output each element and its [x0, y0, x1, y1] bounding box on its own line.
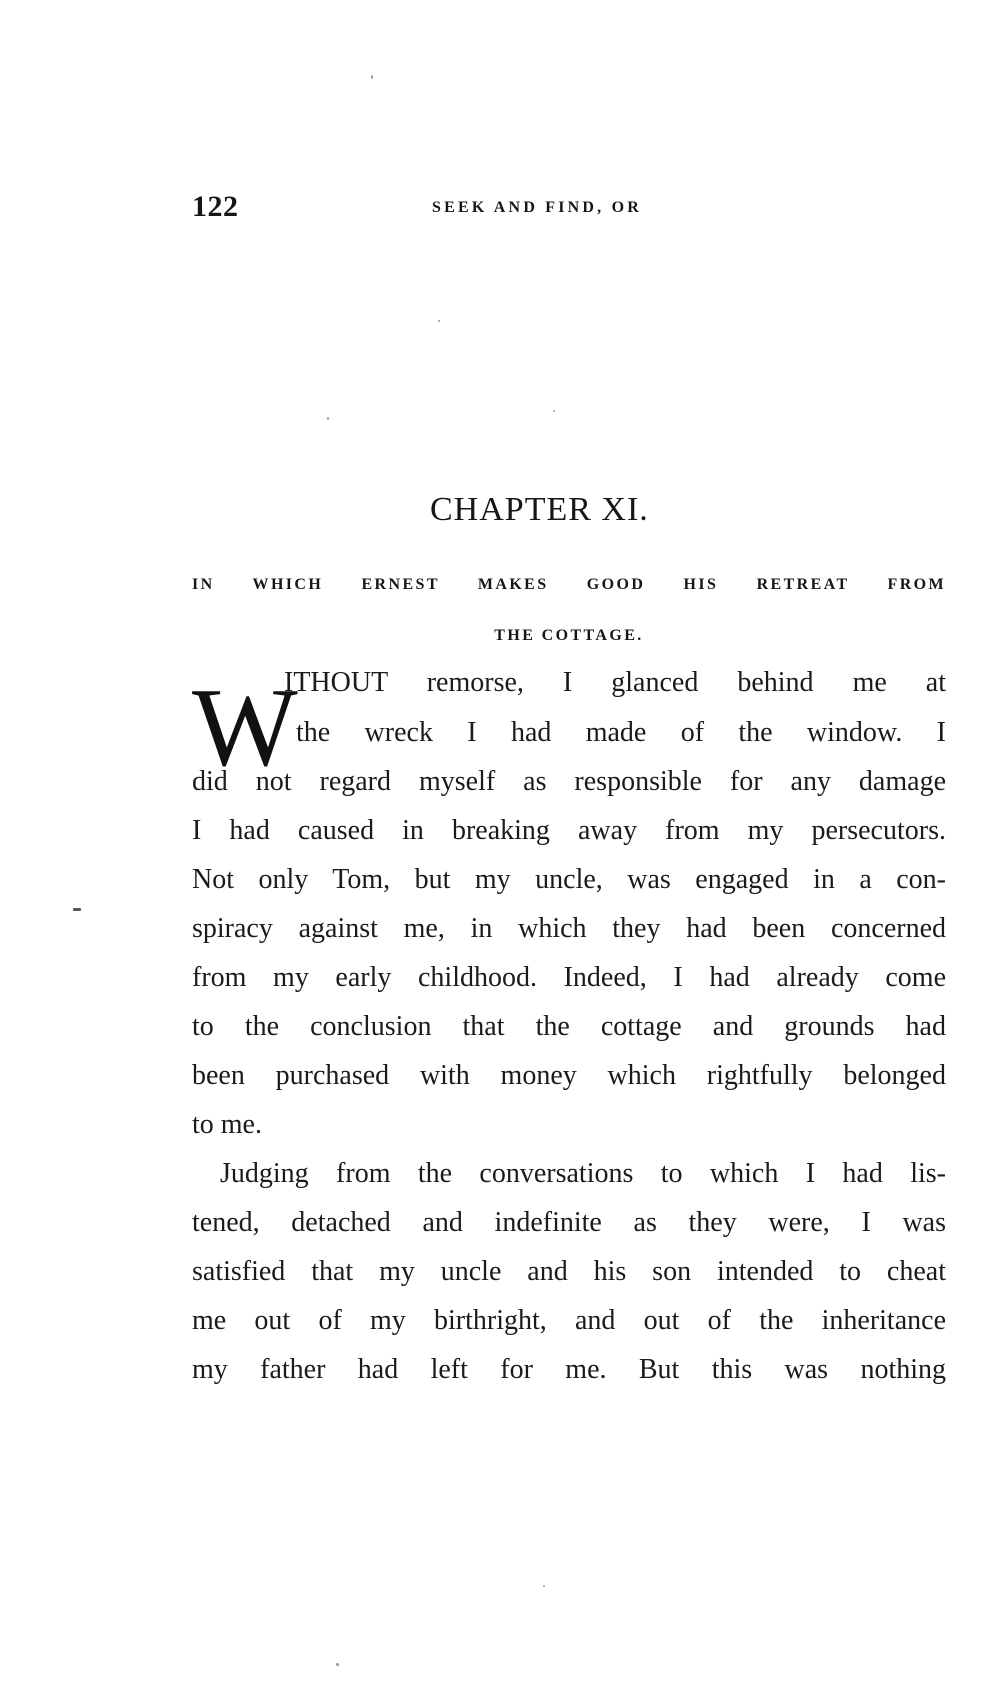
- scan-speck: [543, 1585, 545, 1587]
- scan-speck: [371, 75, 373, 79]
- scan-speck: [73, 908, 81, 911]
- chapter-subtitle-line-2: THE COTTAGE.: [494, 627, 644, 644]
- text-line: the wreck I had made of the window. I: [296, 717, 946, 748]
- chapter-title: CHAPTER XI.: [430, 491, 649, 528]
- running-head: [192, 190, 952, 224]
- text-line: satisfied that my uncle and his son intended to cheat: [192, 1256, 946, 1287]
- text-line: to the conclusion that the cottage and grounds had: [192, 1011, 946, 1042]
- text-line: been purchased with money which rightfully belonged: [192, 1060, 946, 1091]
- text-line: from my early childhood. Indeed, I had already come: [192, 962, 946, 993]
- page-number: 122: [192, 190, 239, 223]
- text-line: Not only Tom, but my uncle, was engaged in a con-: [192, 864, 946, 895]
- text-line: me out of my birthright, and out of the inheritance: [192, 1305, 946, 1336]
- text-line: to me.: [192, 1109, 262, 1140]
- scan-speck: [438, 320, 440, 322]
- text-line: Judging from the conversations to which I had lis-: [220, 1158, 946, 1189]
- text-line: my father had left for me. But this was nothing: [192, 1354, 946, 1385]
- running-title: SEEK AND FIND, OR: [432, 199, 642, 216]
- scan-speck: [553, 410, 555, 412]
- text-line: ITHOUT remorse, I glanced behind me at: [284, 667, 946, 698]
- chapter-subtitle-line-1: IN WHICH ERNEST MAKES GOOD HIS RETREAT FROM: [192, 576, 946, 593]
- text-line: I had caused in breaking away from my persecutors.: [192, 815, 946, 846]
- scan-speck: [327, 417, 329, 420]
- drop-cap: W: [192, 666, 298, 790]
- text-line: tened, detached and indefinite as they were, I was: [192, 1207, 946, 1238]
- text-line: did not regard myself as responsible for any damage: [192, 766, 946, 797]
- scan-speck: [336, 1663, 339, 1666]
- text-line: spiracy against me, in which they had been concerned: [192, 913, 946, 944]
